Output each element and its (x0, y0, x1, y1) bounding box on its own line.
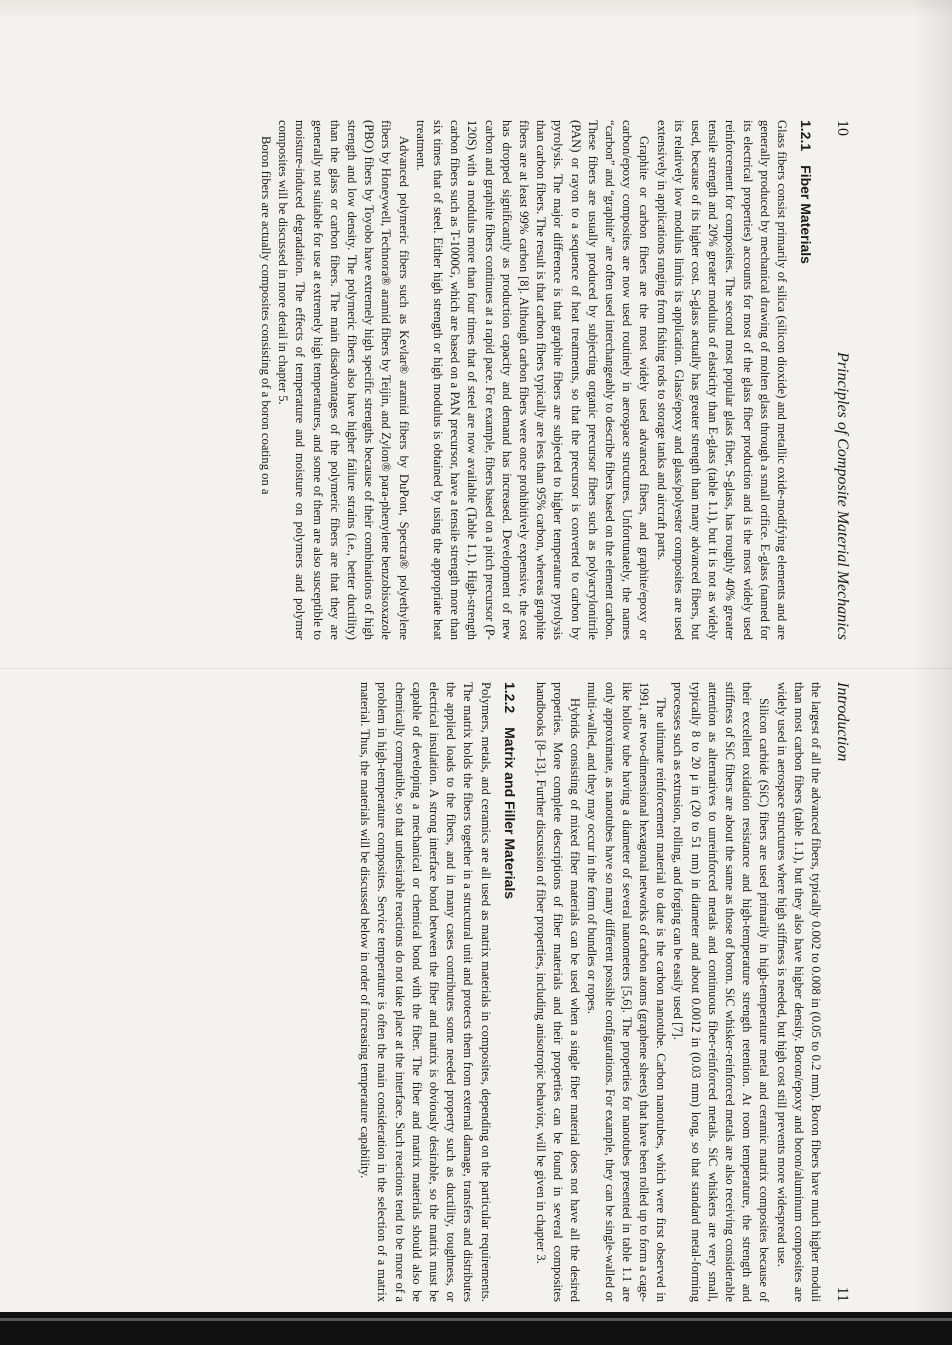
paragraph-glass-fibers: Glass fibers consist primarily of silica (silicon dioxide) and metallic oxide-modifying elements and are generally produced by mechanical drawing of molten glass through a small orifice. E-glass (named for its electrical properties) accounts for most of the glass fiber production and is the most widely used reinforcement for composites. The second most popular glass fiber, S-glass, has roughly 40% greater tensile strength and 20% greater modulus of elasticity than E-glass (table 1.1), but it is not as widely used, because of its higher cost. S-glass actually has greater strength than many advanced fibers, but its relatively low modulus limits its application. Glass/epoxy and glass/polyester composites are used extensively in applications ranging from fishing rods to storage tanks and aircraft parts. (654, 120, 789, 640)
paragraph-boron-continued: the largest of all the advanced fibers, typically 0.002 to 0.008 in (0.05 to 0.2 mm). Boron fibers have much higher moduli than most carbon fibers (table 1.1), but they also have higher density. Boron/epoxy and boron/aluminum composites are widely used in aerospace structures where high stiffness is needed, but high cost still prevents more widespread use. (774, 682, 823, 1302)
paragraph-matrix-materials: Polymers, metals, and ceramics are all used as matrix materials in composites, depending on the particular requirements. The matrix holds the fibers together in a structural unit and protects them from external damage, transfers and distributes the applied loads to the fibers, and in many cases contributes some needed property such as ductility, toughness, or electrical insulation. A strong interface bond between the fiber and matrix is obviously desirable, so the matrix must be capable of developing a mechanical or chemical bond with the fiber. The fiber and matrix materials should also be chemically compatible, so that undesirable reactions do not take place at the interface. Such reactions tend to be more of a problem in high-temperature composites. Service temperature is often the main consideration in the selection of a matrix material. Thus, the materials will be discussed below in order of increasing temperature capability. (358, 682, 493, 1302)
scanner-band (0, 1318, 952, 1321)
paragraph-carbon-fibers: Graphite or carbon fibers are the most widely used advanced fibers, and graphite/epoxy or carbon/epoxy composites are now used routinely in aerospace structures. Unfortunately, the names “carbon” and “graphite” are often used interchangeably to describe fibers based on the element carbon. These fibers are usually produced by subjecting organic precursor fibers such as polyacrylonitrile (PAN) or rayon to a sequence of heat treatments, so that the precursor is converted to carbon by pyrolysis. The major difference is that graphite fibers are subjected to higher temperature pyrolysis than carbon fibers. The result is that carbon fibers typically are less than 95% carbon, whereas graphite fibers are at least 99% carbon [8]. Although carbon fibers were once prohibitively expensive, the cost has dropped significantly as production capacity and demand has increased. Development of new carbon and graphite fibers continues at a rapid pace. For example, fibers based on a pitch precursor (P-120S) with a modulus more than four times that of steel are now available (Table 1.1). High-strength carbon fibers such as T-1000G, which are based on a PAN precursor, have a tensile strength more than six times that of steel. Either high strength or high modulus is obtained by using the appropriate heat treatment. (413, 120, 652, 640)
page-gutter (0, 668, 952, 669)
section-heading-matrix-filler (502, 682, 518, 1302)
right-running-head (824, 682, 852, 1302)
section-number: 1.2.1 (798, 120, 814, 152)
right-book-page (0, 672, 952, 1312)
section-number-2: 1.2.2 (501, 682, 518, 714)
left-book-page (0, 100, 952, 660)
left-running-title: Principles of Composite Material Mechanics (834, 352, 851, 640)
paragraph-silicon-carbide: Silicon carbide (SiC) fibers are used primarily in high-temperature metal and ceramic matrix composites because of their excellent oxidation resistance and high-temperature strength retention. At room temperature, the strength and stiffness of SiC fibers are about the same as those of boron. SiC whisker-reinforced metals are also receiving considerable attention as alternatives to unreinforced metals and continuous fiber-reinforced metals. SiC whiskers are very small, typically 8 to 20 μ in (20 to 51 nm) in diameter and about 0.0012 in (0.03 mm) long, so that standard metal-forming processes such as extrusion, rolling, and forging can be easily used [7]. (671, 682, 772, 1302)
left-running-head (824, 120, 852, 640)
section-title: Fiber Materials (798, 165, 814, 264)
left-page-text-block (100, 120, 852, 640)
right-page-number: 11 (834, 1286, 851, 1302)
scan-top-edge (0, 0, 952, 18)
right-page-text-block (100, 682, 852, 1302)
section-heading-fiber-materials (798, 120, 814, 640)
scanner-bottom-bar (0, 1312, 952, 1345)
right-running-title: Introduction (834, 682, 851, 762)
left-page-number: 10 (834, 120, 851, 136)
paragraph-carbon-nanotubes: The ultimate reinforcement material to date is the carbon nanotube. Carbon nanotubes, which were first observed in 1991, are two-dimensional hexagonal networks of carbon atoms (graphene sheets) that have been rolled up to form a cage-like hollow tube having a diameter of several nanometers [5,6]. The properties for nanotubes presented in table 1.1 are only approximate, as nanotubes have so many different possible configurations. For example, they can be single-walled or multi-walled, and they may occur in the form of bundles or ropes. (585, 682, 669, 1302)
paragraph-polymeric-fibers: Advanced polymeric fibers such as Kevlar® aramid fibers by DuPont, Spectra® polyethylene fibers by Honeywell, Technora® aramid fibers by Teijin, and Zylon® para-phenylene benzobisoxazole (PBO) fibers by Toyobo have extremely high specific strengths because of their combinations of high strength and low density. The polymeric fibers also have higher failure strains (i.e., better ductility) than the glass or carbon fibers. The main disadvantages of the polymeric fibers are that they are generally not suitable for use at extremely high temperatures, and some of them are also susceptible to moisture-induced degradation. The effects of temperature and moisture on polymers and polymer composites will be discussed in more detail in chapter 5. (276, 120, 411, 640)
paragraph-hybrids: Hybrids consisting of mixed fiber materials can be used when a single fiber material does not have all the desired properties. More complete descriptions of fiber materials and their properties can be found in several composites handbooks [8–13]. Further discussion of fiber properties, including anisotropic behavior, will be given in chapter 3. (533, 682, 583, 1302)
paragraph-boron-fibers: Boron fibers are actually composites consisting of a boron coating on a (258, 136, 273, 495)
section-title-2: Matrix and Filler Materials (501, 727, 518, 900)
